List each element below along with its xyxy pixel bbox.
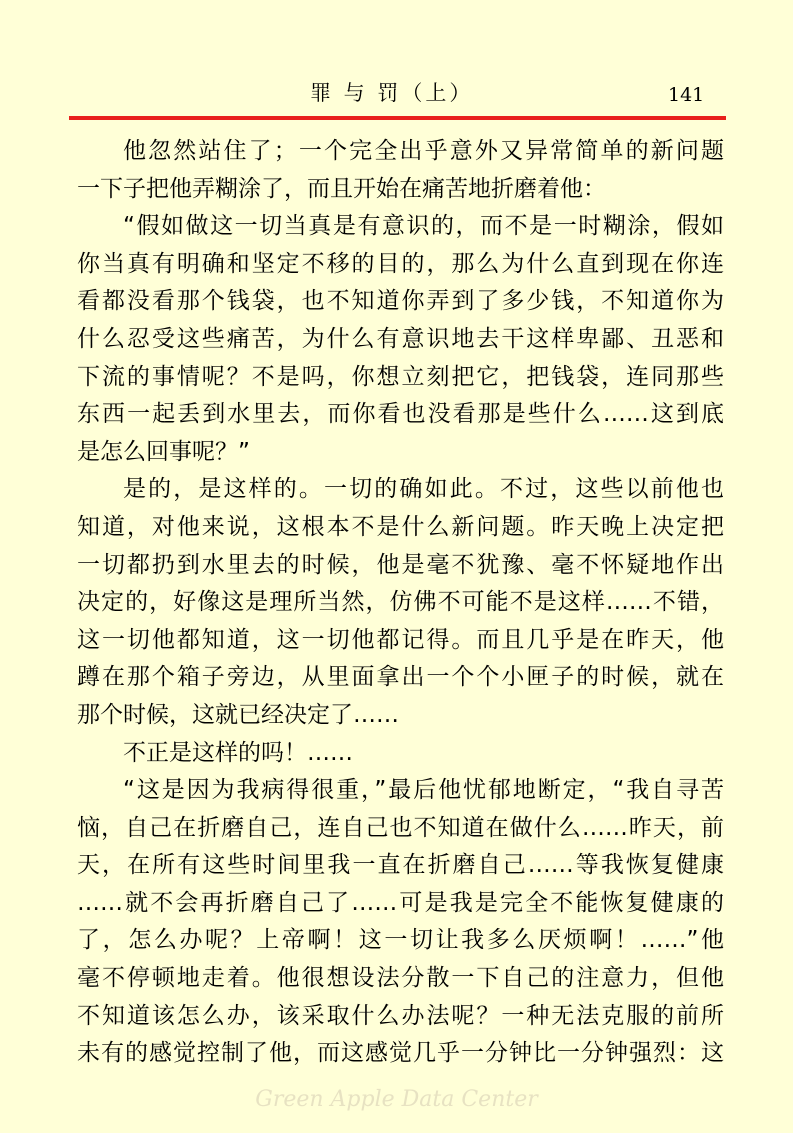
text-line: 不知道该怎么办，该采取什么办法呢？一种无法克服的前所 [77,1002,724,1029]
text-line: 一下子把他弄糊涂了，而且开始在痛苦地折磨着他： [77,175,606,202]
text-line: “这是因为我病得很重，”最后他忧郁地断定，“我自寻苦 [123,777,724,804]
text-line: 恼，自己在折磨自己，连自己也不知道在做什么……昨天，前 [77,814,724,841]
text-line: 这一切他都知道，这一切他都记得。而且几乎是在昨天，他 [77,626,724,653]
page-number: 141 [668,84,705,106]
watermark: Green Apple Data Center [255,1087,538,1112]
text-line: 什么忍受这些痛苦，为什么有意识地去干这样卑鄙、丑恶和 [77,325,724,352]
body-text [77,133,724,1073]
text-line: 是的，是这样的。一切的确如此。不过，这些以前他也 [123,476,724,503]
text-line: 了，怎么办呢？上帝啊！这一切让我多么厌烦啊！……”他 [77,927,724,954]
text-line: 你当真有明确和坚定不移的目的，那么为什么直到现在你连 [77,250,724,277]
page-header [0,0,793,120]
text-line: “假如做这一切当真是有意识的，而不是一时糊涂，假如 [123,213,724,240]
text-line: 天，在所有这些时间里我一直在折磨自己……等我恢复健康 [77,852,724,879]
text-line: 那个时候，这就已经决定了…… [77,701,399,728]
text-line: ……就不会再折磨自己了……可是我是完全不能恢复健康的 [77,889,724,916]
text-line: 蹲在那个箱子旁边，从里面拿出一个个小匣子的时候，就在 [77,664,724,691]
text-line: 他忽然站住了；一个完全出乎意外又异常简单的新问题 [123,138,724,164]
text-line: 东西一起丢到水里去，而你看也没看那是些什么……这到底 [77,401,724,428]
text-line: 毫不停顿地走着。他很想设法分散一下自己的注意力，但他 [77,965,724,992]
text-line: 知道，对他来说，这根本不是什么新问题。昨天晚上决定把 [77,513,724,540]
text-line: 不正是这样的吗！…… [123,739,353,766]
text-line: 是怎么回事呢？” [77,438,250,465]
text-line: 决定的，好像这是理所当然，仿佛不可能不是这样……不错， [77,589,724,616]
running-title: 罪 与 罚（上） [310,81,474,105]
text-line: 未有的感觉控制了他，而这感觉几乎一分钟比一分钟强烈：这 [77,1040,724,1067]
text-line: 一切都扔到水里去的时候，他是毫不犹豫、毫不怀疑地作出 [77,551,724,578]
header-divider [69,116,726,120]
text-line: 下流的事情呢？不是吗，你想立刻把它，把钱袋，连同那些 [77,363,724,390]
text-line: 看都没看那个钱袋，也不知道你弄到了多少钱，不知道你为 [77,288,724,315]
